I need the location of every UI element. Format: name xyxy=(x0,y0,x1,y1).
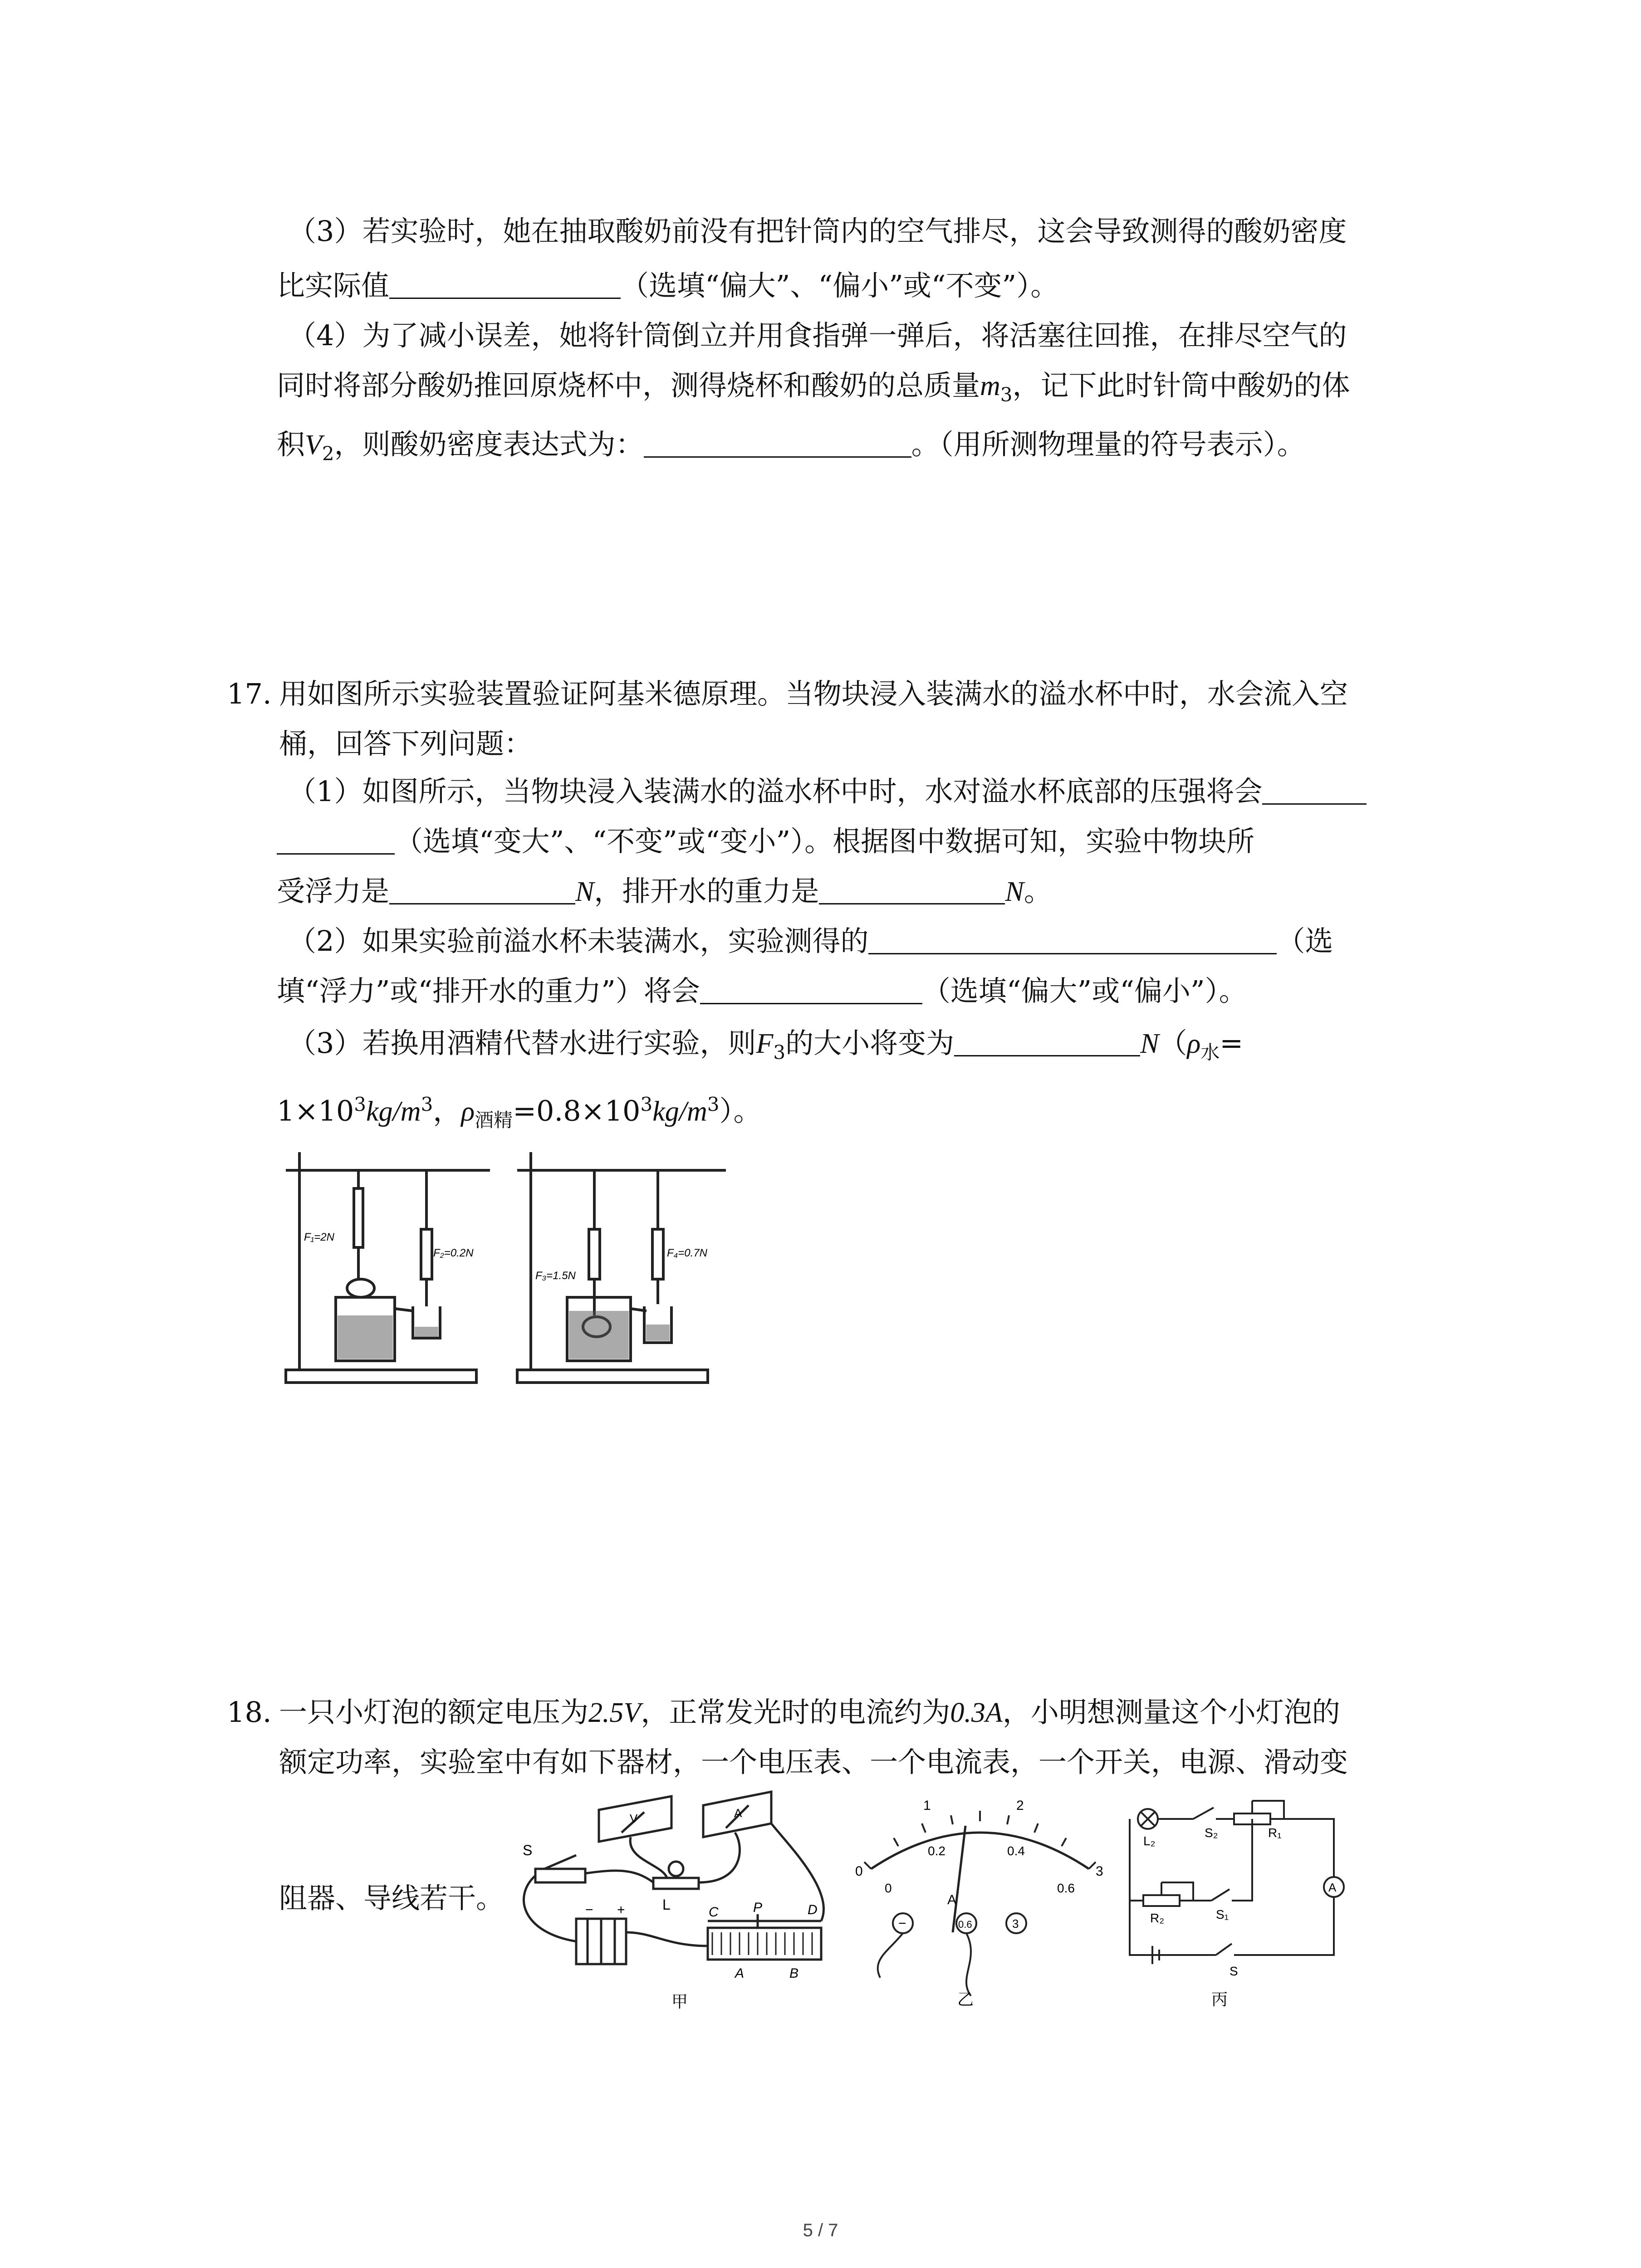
label-voltmeter: V xyxy=(630,1812,638,1825)
label-s1: S₁ xyxy=(1216,1907,1229,1921)
archimedes-apparatus-figure xyxy=(277,1143,740,1397)
q17-text: 受浮力是 xyxy=(277,875,390,908)
q17-text: ， xyxy=(433,1094,461,1128)
q17-text: 填“浮力”或“排开水的重力”）将会 xyxy=(277,974,700,1007)
unit: kg/m xyxy=(652,1096,707,1127)
caption-yi: 乙 xyxy=(957,1990,974,2009)
q16-text: （选填“偏大”、“偏小”或“不变”）。 xyxy=(621,269,1059,302)
q17-text: ）。 xyxy=(719,1094,762,1128)
answer-blank[interactable] xyxy=(644,429,911,458)
q17-line-4 xyxy=(277,823,1254,860)
q17-line-8 xyxy=(288,1025,1243,1070)
unit: kg/m xyxy=(366,1096,421,1127)
var-sub: 2 xyxy=(322,442,334,465)
force-label-f1: F₁=2N xyxy=(304,1231,334,1243)
terminal-minus: − xyxy=(898,1916,906,1931)
tick-bottom-0-6: 0.6 xyxy=(1057,1881,1075,1895)
q17-line-9 xyxy=(277,1086,762,1139)
var-sub: 3 xyxy=(773,1041,786,1064)
q16-line-4c xyxy=(277,426,1305,472)
q18-text: 一只小灯泡的额定电压为 xyxy=(279,1696,589,1729)
tick-top-2: 2 xyxy=(1016,1798,1024,1813)
q18-line-3 xyxy=(279,1880,504,1916)
label-s2: S₂ xyxy=(1205,1826,1218,1840)
label-a: A xyxy=(735,1966,745,1981)
label-c: C xyxy=(709,1905,719,1920)
var-rho: ρ xyxy=(1187,1028,1201,1059)
q17-text: 。 xyxy=(1024,875,1052,908)
exp: 3 xyxy=(640,1093,653,1115)
circuit-apparatus-figure-jia xyxy=(517,1778,844,2014)
terminal-0-6: 0.6 xyxy=(958,1919,972,1930)
terminal-3: 3 xyxy=(1012,1917,1019,1931)
q16-line-3 xyxy=(288,213,1347,249)
unit-n: N xyxy=(575,876,594,907)
q16-line-4b xyxy=(277,367,1350,413)
q17-text: （1）如图所示，当物块浸入装满水的溢水杯中时，水对溢水杯底部的压强将会 xyxy=(288,775,1263,808)
exp: 3 xyxy=(707,1093,720,1115)
q17-text: （选填“偏大”或“偏小”）。 xyxy=(922,974,1247,1007)
var-sub: 酒精 xyxy=(475,1109,513,1132)
q17-text: ，排开水的重力是 xyxy=(594,875,819,908)
q17-text: （选 xyxy=(1277,924,1333,958)
q18-text: 阻器、导线若干。 xyxy=(279,1882,505,1915)
answer-blank[interactable] xyxy=(389,270,621,299)
q16-text: 。（用所测物理量的符号表示）。 xyxy=(911,428,1305,461)
rated-voltage: 2.5V xyxy=(588,1697,641,1728)
q18-line-2 xyxy=(279,1744,1348,1780)
q16-text: ，则酸奶密度表达式为： xyxy=(334,428,644,461)
q17-text: （ xyxy=(1159,1026,1187,1060)
tick-bottom-0-4: 0.4 xyxy=(1007,1844,1025,1858)
label-plus: + xyxy=(617,1902,625,1917)
q18-text: 额定功率，实验室中有如下器材，一个电压表、一个电流表，一个开关，电源、滑动变 xyxy=(279,1745,1348,1779)
q17-line-1 xyxy=(279,676,1348,712)
q16-text: 积 xyxy=(277,428,305,461)
q18-text: ，正常发光时的电流约为 xyxy=(641,1696,950,1729)
label-minus: − xyxy=(585,1902,593,1917)
q18-text: ，小明想测量这个小灯泡的 xyxy=(1002,1696,1340,1729)
q17-line-7 xyxy=(277,973,1247,1009)
circuit-diagram-figure-bing xyxy=(1116,1787,1352,2014)
answer-blank[interactable] xyxy=(389,876,575,904)
label-ammeter: A xyxy=(734,1806,742,1820)
q17-text: 桶，回答下列问题： xyxy=(279,727,533,760)
q16-text: （3）若实验时，她在抽取酸奶前没有把针筒内的空气排尽，这会导致测得的酸奶密度 xyxy=(288,215,1347,248)
question-number: 18. xyxy=(227,1696,272,1729)
unit-n: N xyxy=(1005,876,1024,907)
force-label-f4: F₄=0.7N xyxy=(667,1247,707,1259)
q18-line-1 xyxy=(279,1694,1340,1731)
answer-blank[interactable] xyxy=(819,876,1005,904)
q17-text: 1×10 xyxy=(277,1094,354,1128)
q17-line-6 xyxy=(288,923,1333,959)
answer-blank[interactable] xyxy=(277,826,395,855)
tick-bottom-0-2: 0.2 xyxy=(928,1844,945,1858)
var-f: F xyxy=(756,1028,774,1059)
force-label-f2: F₂=0.2N xyxy=(433,1247,474,1259)
q16-line-4 xyxy=(288,318,1347,354)
q17-text: （3）若换用酒精代替水进行实验，则 xyxy=(288,1026,756,1060)
answer-blank[interactable] xyxy=(1262,776,1367,805)
tick-top-3: 3 xyxy=(1096,1864,1103,1879)
var-sub: 水 xyxy=(1200,1041,1220,1064)
var-m: m xyxy=(980,371,1000,401)
q16-line-3b xyxy=(277,268,1058,304)
q17-text: = xyxy=(1220,1026,1244,1060)
q17-text: 的大小将变为 xyxy=(785,1026,955,1060)
force-label-f3: F₃=1.5N xyxy=(535,1270,576,1282)
label-r1: R₁ xyxy=(1268,1826,1282,1840)
q17-text: 用如图所示实验装置验证阿基米德原理。当物块浸入装满水的溢水杯中时，水会流入空 xyxy=(279,677,1348,710)
label-p: P xyxy=(753,1900,763,1915)
answer-blank[interactable] xyxy=(954,1028,1140,1056)
label-switch: S xyxy=(523,1842,533,1858)
unit-n: N xyxy=(1140,1028,1159,1059)
caption-bing: 丙 xyxy=(1211,1990,1228,2009)
q17-text: （2）如果实验前溢水杯未装满水，实验测得的 xyxy=(288,924,869,958)
label-r2: R₂ xyxy=(1150,1911,1165,1925)
q16-text: 比实际值 xyxy=(277,269,390,302)
tick-bottom-0: 0 xyxy=(885,1881,892,1895)
var-rho: ρ xyxy=(461,1096,475,1127)
question-number: 17. xyxy=(227,677,272,710)
q17-text: （选填“变大”、“不变”或“变小”）。根据图中数据可知，实验中物块所 xyxy=(395,825,1255,858)
label-s-main: S xyxy=(1230,1964,1238,1978)
tick-top-1: 1 xyxy=(923,1798,931,1813)
answer-blank[interactable] xyxy=(700,976,922,1004)
var-sub: 3 xyxy=(1000,383,1013,406)
q16-text: 同时将部分酸奶推回原烧杯中，测得烧杯和酸奶的总质量 xyxy=(277,369,980,402)
q17-line-3 xyxy=(288,773,1367,810)
label-l2: L₂ xyxy=(1143,1834,1156,1848)
exp: 3 xyxy=(421,1093,433,1115)
caption-jia: 甲 xyxy=(671,1992,688,2011)
label-d: D xyxy=(808,1902,818,1917)
exp: 3 xyxy=(354,1093,367,1115)
unit-ammeter: A xyxy=(947,1892,957,1907)
q16-text: （4）为了减小误差，她将针筒倒立并用食指弹一弹后，将活塞往回推，在排尽空气的 xyxy=(288,319,1347,352)
q16-text: ，记下此时针筒中酸奶的体 xyxy=(1012,369,1350,402)
q17-text: =0.8×10 xyxy=(513,1094,641,1128)
tick-top-0: 0 xyxy=(855,1864,863,1879)
ammeter-dial-figure-yi xyxy=(844,1787,1125,2014)
label-b: B xyxy=(789,1966,799,1981)
label-lamp: L xyxy=(662,1897,671,1913)
rated-current: 0.3A xyxy=(950,1697,1003,1728)
q17-line-5 xyxy=(277,873,1052,910)
ammeter-symbol: A xyxy=(1328,1881,1337,1894)
var-v: V xyxy=(305,430,322,460)
page-number: 5 / 7 xyxy=(803,2220,838,2240)
q17-line-2 xyxy=(279,726,532,762)
answer-blank[interactable] xyxy=(868,926,1277,954)
